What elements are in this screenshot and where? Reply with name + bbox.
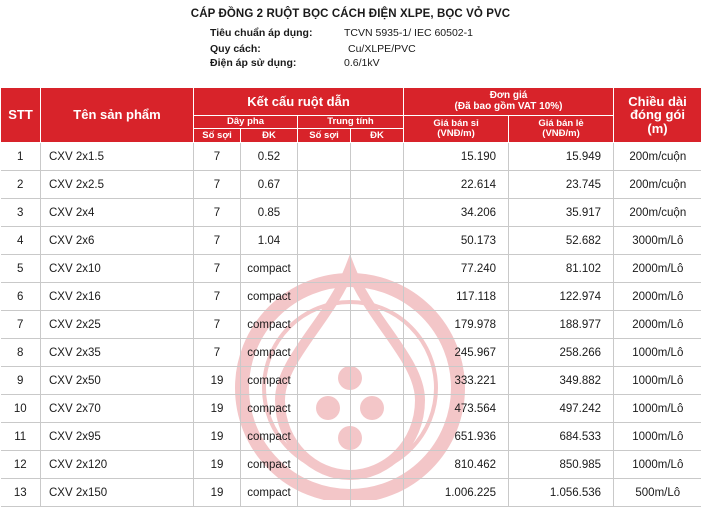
header-neutral-dk: ĐK	[351, 129, 404, 143]
table-row	[1, 227, 701, 255]
header-length-line3: (m)	[614, 122, 701, 136]
row-phase-dk: 0.67	[241, 171, 298, 199]
price-table	[0, 87, 701, 507]
row-package-length: 2000m/Lô	[614, 283, 701, 311]
table-row	[1, 339, 701, 367]
row-wholesale-price: 179.978	[404, 311, 509, 339]
row-package-length: 3000m/Lô	[614, 227, 701, 255]
row-neutral-strands	[298, 479, 351, 507]
spec-label: Quy cách:	[210, 43, 261, 55]
row-neutral-strands	[298, 339, 351, 367]
table-row	[1, 423, 701, 451]
row-phase-dk: compact	[241, 255, 298, 283]
row-retail-price: 81.102	[509, 255, 614, 283]
row-phase-dk: compact	[241, 311, 298, 339]
row-wholesale-price: 245.967	[404, 339, 509, 367]
row-phase-strands: 19	[194, 479, 241, 507]
row-phase-dk: compact	[241, 423, 298, 451]
row-wholesale-price: 473.564	[404, 395, 509, 423]
price-table-body	[1, 143, 701, 507]
row-retail-price: 188.977	[509, 311, 614, 339]
header-phase-wire: Dây pha	[194, 116, 298, 129]
table-row	[1, 283, 701, 311]
row-phase-strands: 7	[194, 143, 241, 171]
table-row	[1, 171, 701, 199]
row-retail-price: 497.242	[509, 395, 614, 423]
row-product-name: CXV 2x150	[41, 479, 194, 507]
header-unit: (VNĐ/m)	[509, 129, 613, 139]
row-phase-dk: compact	[241, 367, 298, 395]
row-phase-dk: compact	[241, 451, 298, 479]
row-stt: 11	[1, 423, 41, 451]
header-unit-price	[404, 88, 614, 116]
row-neutral-dk	[351, 311, 404, 339]
spec-value: TCVN 5935-1/ IEC 60502-1	[344, 27, 473, 39]
row-package-length: 1000m/Lô	[614, 339, 701, 367]
row-neutral-dk	[351, 199, 404, 227]
row-stt: 1	[1, 143, 41, 171]
table-row	[1, 255, 701, 283]
row-package-length: 200m/cuộn	[614, 143, 701, 171]
row-neutral-dk	[351, 479, 404, 507]
row-retail-price: 15.949	[509, 143, 614, 171]
row-product-name: CXV 2x16	[41, 283, 194, 311]
row-package-length: 2000m/Lô	[614, 311, 701, 339]
header-length-line2: đóng gói	[614, 108, 701, 122]
header-package-length	[614, 88, 701, 143]
row-wholesale-price: 50.173	[404, 227, 509, 255]
row-product-name: CXV 2x25	[41, 311, 194, 339]
row-wholesale-price: 333.221	[404, 367, 509, 395]
row-stt: 4	[1, 227, 41, 255]
row-phase-strands: 19	[194, 395, 241, 423]
row-stt: 9	[1, 367, 41, 395]
table-row	[1, 395, 701, 423]
row-stt: 2	[1, 171, 41, 199]
row-wholesale-price: 15.190	[404, 143, 509, 171]
row-product-name: CXV 2x70	[41, 395, 194, 423]
row-package-length: 1000m/Lô	[614, 451, 701, 479]
row-phase-strands: 19	[194, 451, 241, 479]
row-neutral-strands	[298, 367, 351, 395]
row-phase-dk: compact	[241, 479, 298, 507]
row-retail-price: 1.056.536	[509, 479, 614, 507]
row-retail-price: 684.533	[509, 423, 614, 451]
row-neutral-strands	[298, 143, 351, 171]
row-package-length: 200m/cuộn	[614, 199, 701, 227]
spec-label: Tiêu chuẩn áp dụng:	[210, 27, 312, 39]
header-neutral-wire: Trung tính	[298, 116, 404, 129]
row-neutral-dk	[351, 255, 404, 283]
row-stt: 6	[1, 283, 41, 311]
header-price-title: Đơn giá	[404, 91, 613, 102]
row-neutral-strands	[298, 255, 351, 283]
row-stt: 13	[1, 479, 41, 507]
row-neutral-dk	[351, 227, 404, 255]
row-phase-strands: 7	[194, 283, 241, 311]
row-phase-strands: 7	[194, 339, 241, 367]
row-neutral-strands	[298, 171, 351, 199]
row-product-name: CXV 2x2.5	[41, 171, 194, 199]
row-stt: 3	[1, 199, 41, 227]
row-wholesale-price: 810.462	[404, 451, 509, 479]
row-retail-price: 258.266	[509, 339, 614, 367]
spec-label: Điện áp sử dụng:	[210, 57, 296, 69]
header-price-note: (Đã bao gồm VAT 10%)	[404, 102, 613, 113]
row-stt: 12	[1, 451, 41, 479]
row-neutral-dk	[351, 395, 404, 423]
row-retail-price: 850.985	[509, 451, 614, 479]
row-product-name: CXV 2x10	[41, 255, 194, 283]
row-phase-dk: 0.52	[241, 143, 298, 171]
row-phase-strands: 7	[194, 311, 241, 339]
row-product-name: CXV 2x50	[41, 367, 194, 395]
row-retail-price: 23.745	[509, 171, 614, 199]
row-stt: 7	[1, 311, 41, 339]
row-neutral-strands	[298, 395, 351, 423]
row-wholesale-price: 77.240	[404, 255, 509, 283]
row-neutral-strands	[298, 451, 351, 479]
row-product-name: CXV 2x1.5	[41, 143, 194, 171]
spec-value: Cu/XLPE/PVC	[348, 43, 416, 55]
header-product-name: Tên sản phẩm	[41, 88, 194, 143]
table-row	[1, 311, 701, 339]
row-stt: 8	[1, 339, 41, 367]
row-retail-price: 52.682	[509, 227, 614, 255]
row-package-length: 1000m/Lô	[614, 423, 701, 451]
row-neutral-dk	[351, 423, 404, 451]
header-retail-price	[509, 116, 614, 143]
row-phase-strands: 7	[194, 227, 241, 255]
row-neutral-strands	[298, 283, 351, 311]
table-row	[1, 143, 701, 171]
header-length-line1: Chiều dài	[614, 95, 701, 109]
row-wholesale-price: 1.006.225	[404, 479, 509, 507]
row-neutral-strands	[298, 311, 351, 339]
row-wholesale-price: 651.936	[404, 423, 509, 451]
row-neutral-strands	[298, 423, 351, 451]
row-product-name: CXV 2x4	[41, 199, 194, 227]
row-neutral-dk	[351, 171, 404, 199]
row-phase-strands: 19	[194, 423, 241, 451]
document-title: CÁP ĐỒNG 2 RUỘT BỌC CÁCH ĐIỆN XLPE, BỌC VỎ PVC	[0, 8, 701, 20]
row-phase-strands: 19	[194, 367, 241, 395]
row-phase-dk: compact	[241, 283, 298, 311]
row-neutral-dk	[351, 283, 404, 311]
row-neutral-strands	[298, 227, 351, 255]
row-product-name: CXV 2x6	[41, 227, 194, 255]
header-conductor-structure: Kết cấu ruột dẫn	[194, 88, 404, 116]
header-phase-strands: Số sợi	[194, 129, 241, 143]
table-row	[1, 479, 701, 507]
row-wholesale-price: 117.118	[404, 283, 509, 311]
row-phase-dk: compact	[241, 339, 298, 367]
row-product-name: CXV 2x95	[41, 423, 194, 451]
row-package-length: 2000m/Lô	[614, 255, 701, 283]
header-stt: STT	[1, 88, 41, 143]
row-neutral-dk	[351, 143, 404, 171]
row-package-length: 200m/cuộn	[614, 171, 701, 199]
row-neutral-dk	[351, 451, 404, 479]
row-neutral-strands	[298, 199, 351, 227]
row-package-length: 1000m/Lô	[614, 395, 701, 423]
row-retail-price: 122.974	[509, 283, 614, 311]
row-phase-strands: 7	[194, 199, 241, 227]
header-phase-dk: ĐK	[241, 129, 298, 143]
row-phase-strands: 7	[194, 171, 241, 199]
row-wholesale-price: 22.614	[404, 171, 509, 199]
row-wholesale-price: 34.206	[404, 199, 509, 227]
header-retail-label: Giá bán lẻ	[509, 119, 613, 129]
header-neutral-strands: Số sợi	[298, 129, 351, 143]
row-phase-dk: 0.85	[241, 199, 298, 227]
row-product-name: CXV 2x120	[41, 451, 194, 479]
header-unit: (VNĐ/m)	[404, 129, 508, 139]
spec-value: 0.6/1kV	[344, 57, 380, 69]
row-phase-dk: 1.04	[241, 227, 298, 255]
row-retail-price: 35.917	[509, 199, 614, 227]
row-stt: 5	[1, 255, 41, 283]
header-wholesale-label: Giá bán sỉ	[404, 119, 508, 129]
row-stt: 10	[1, 395, 41, 423]
row-product-name: CXV 2x35	[41, 339, 194, 367]
header-wholesale-price	[404, 116, 509, 143]
row-phase-strands: 7	[194, 255, 241, 283]
row-phase-dk: compact	[241, 395, 298, 423]
table-row	[1, 199, 701, 227]
row-neutral-dk	[351, 339, 404, 367]
row-package-length: 1000m/Lô	[614, 367, 701, 395]
row-retail-price: 349.882	[509, 367, 614, 395]
row-neutral-dk	[351, 367, 404, 395]
table-row	[1, 451, 701, 479]
row-package-length: 500m/Lô	[614, 479, 701, 507]
table-row	[1, 367, 701, 395]
